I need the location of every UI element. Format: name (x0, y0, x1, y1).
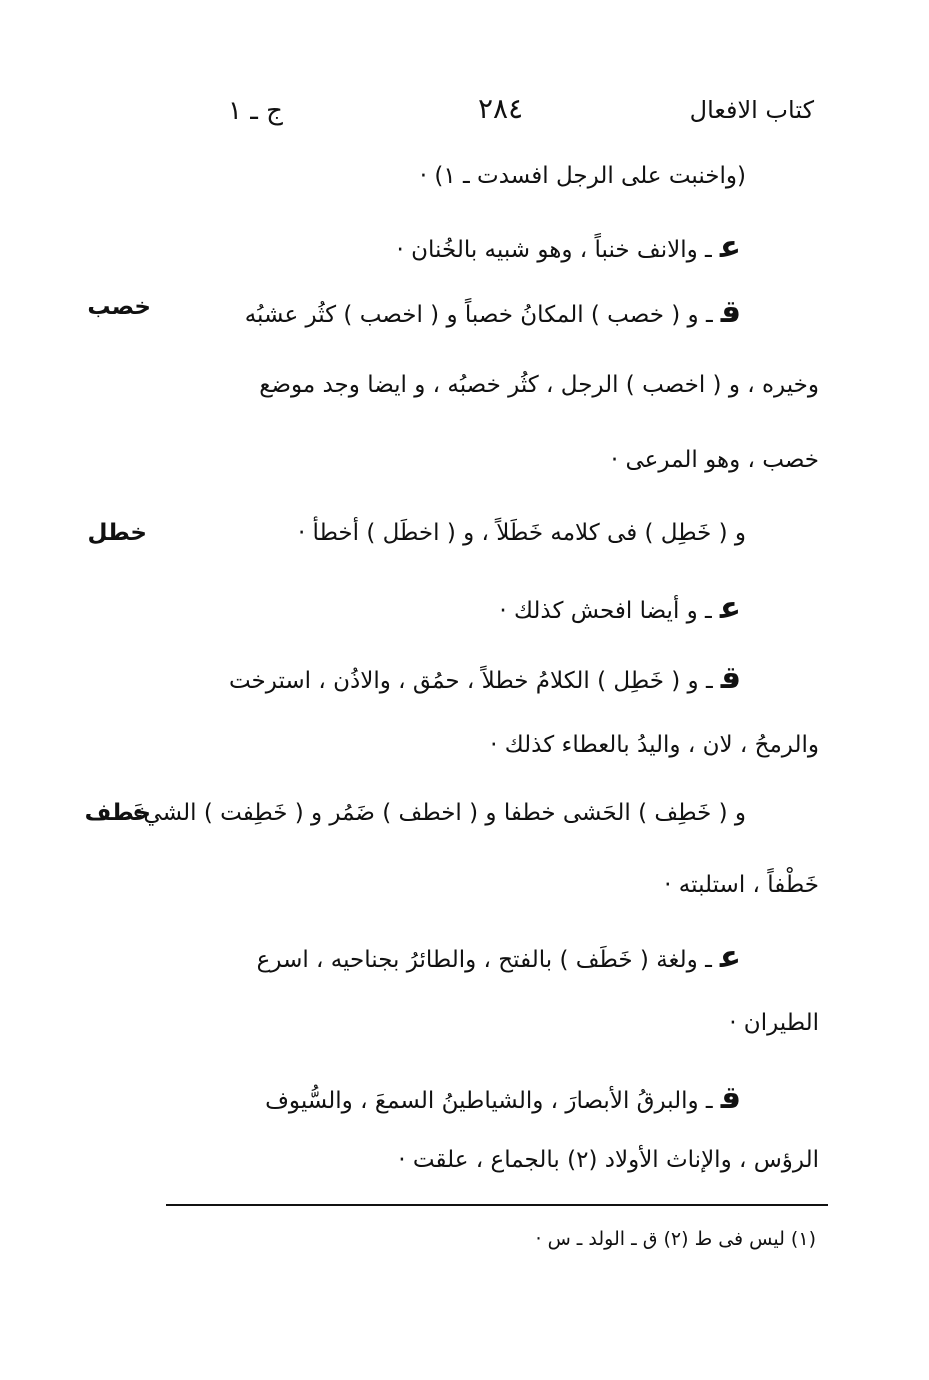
margin-keyword: خطف (84, 800, 151, 826)
line-text: ـ و ( خَطِل ) الكلامُ خطلاً ، حمُق ، والاذُن ، استرخت (228, 668, 713, 694)
text-line (611, 447, 819, 475)
footnote: (١) ليس فى ط (٢) ق ـ الولد ـ س · (535, 1228, 816, 1250)
text-line (259, 372, 819, 400)
line-text: وخيره ، و ( اخصب ) الرجل ، كثُر خصبُه ، و ايضا وجد موضع (259, 372, 819, 398)
running-title: كتاب الافعال (689, 96, 814, 124)
section-marker: ق (720, 660, 741, 696)
line-text: (واخنبت على الرجل افسدت ـ ١) · (419, 163, 746, 189)
line-text: ـ ولغة ( خَطَف ) بالفتح ، والطائرُ بجناحيه ، اسرع (256, 947, 712, 973)
text-line (420, 163, 746, 191)
line-text: و ( خَطِف ) الحَشى خطفا و ( اخطف ) ضَمُر و ( خَطِفت ) الشيءَ (132, 800, 746, 826)
line-text: خَطْفاً ، استلبته · (664, 872, 819, 898)
footnote-divider (166, 1204, 828, 1206)
section-marker: ع (719, 590, 741, 626)
section-marker: ع (719, 939, 741, 975)
text-line (729, 1010, 819, 1038)
text-line (257, 939, 741, 976)
text-line (229, 660, 741, 697)
text-line (133, 800, 746, 828)
text-line (245, 294, 741, 331)
volume-label: ج ـ ١ (228, 96, 283, 126)
line-text: الطيران · (729, 1010, 819, 1036)
page-number: ٢٨٤ (478, 92, 524, 125)
text-line (298, 520, 746, 548)
line-text: ـ والانف خنباً ، وهو شبيه بالخُنان · (396, 237, 712, 263)
section-marker: ق (720, 294, 741, 330)
line-text: ـ و ( خصب ) المكانُ خصباً و ( اخصب ) كثُر عشبُه (244, 302, 713, 328)
text-line (398, 1147, 819, 1175)
text-line (265, 1080, 741, 1117)
margin-keyword: خطل (87, 520, 147, 546)
text-line (397, 229, 741, 266)
margin-keyword: خصب (87, 294, 151, 320)
line-text: والرمحُ ، لان ، واليدُ بالعطاء كذلك · (490, 732, 819, 758)
text-line (664, 872, 819, 900)
line-text: الرؤس ، والإناث الأولاد (٢) بالجماع ، علقت · (398, 1147, 819, 1173)
section-marker: ع (719, 229, 741, 265)
text-line (490, 732, 819, 760)
line-text: خصب ، وهو المرعى · (610, 447, 819, 473)
line-text: ـ و أيضا افحش كذلك · (499, 598, 712, 624)
line-text: و ( خَطِل ) فى كلامه خَطَلاً ، و ( اخطَل ) أخطأ · (297, 520, 746, 546)
section-marker: ق (720, 1080, 741, 1116)
line-text: ـ والبرقُ الأبصارَ ، والشياطينُ السمعَ ، والسُّيوف (265, 1088, 713, 1114)
text-line (499, 590, 741, 627)
